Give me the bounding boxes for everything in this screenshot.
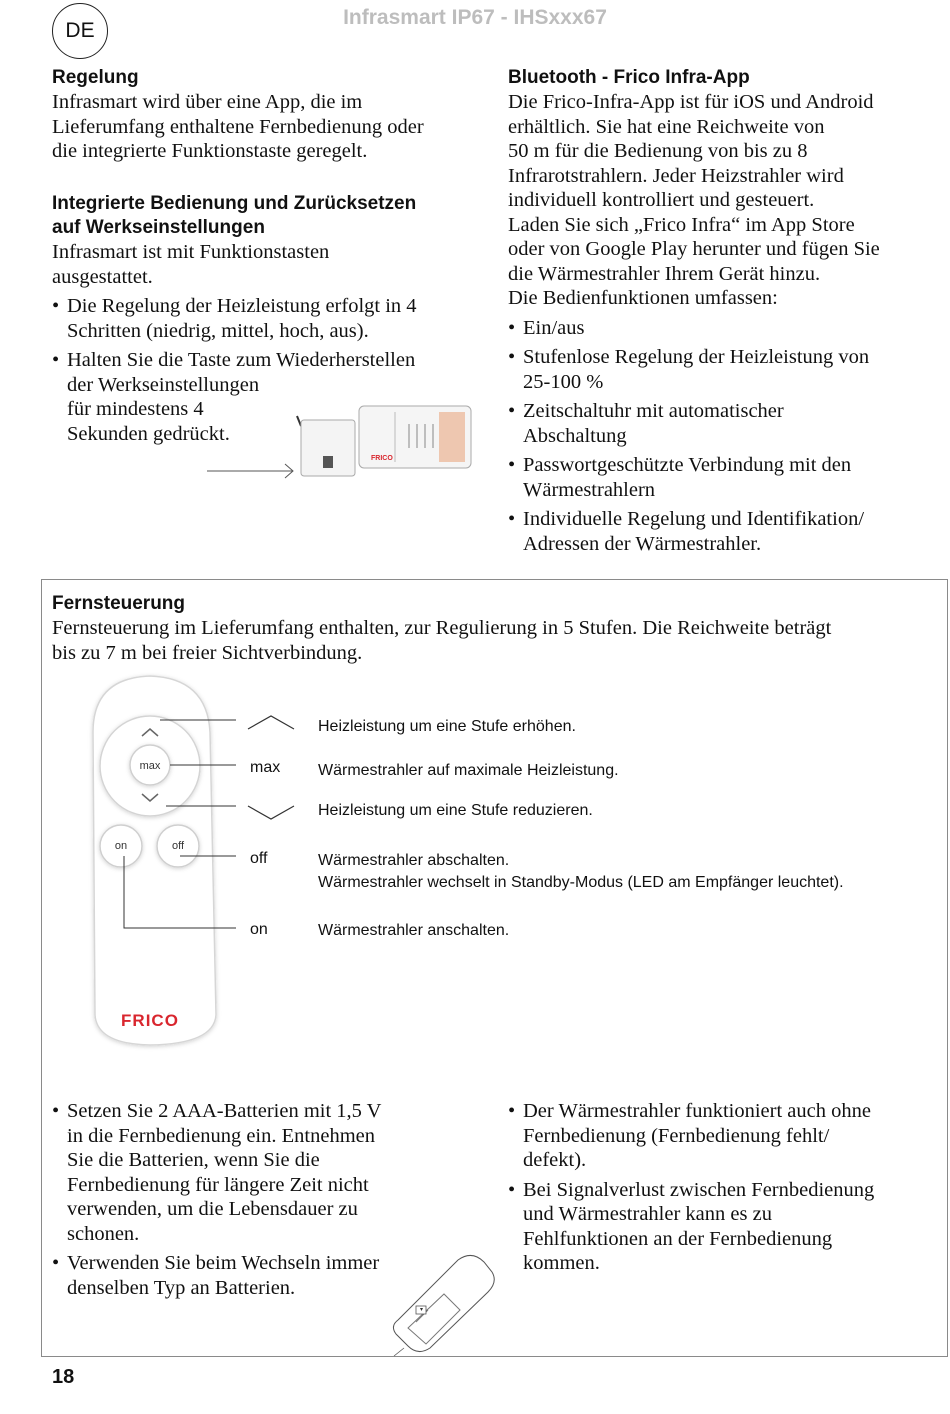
callout-off: Wärmestrahler abschalten. bbox=[318, 852, 510, 869]
bullet-heat-steps bbox=[52, 294, 492, 343]
callout-max: Wärmestrahler auf maximale Heizleistung. bbox=[318, 762, 619, 779]
language-badge: DE bbox=[52, 3, 108, 59]
operation-note-line: • Bei Signalverlust zwischen Fernbedienung bbox=[523, 1178, 875, 1201]
bluetooth-line: Laden Sie sich „Frico Infra“ im App Store bbox=[508, 213, 855, 236]
remote-intro-line: bis zu 7 m bei freier Sichtverbindung. bbox=[52, 641, 363, 664]
header-title: Infrasmart IP67 - IHSxxx67 bbox=[343, 6, 607, 29]
bluetooth-line: 50 m für die Bedienung von bis zu 8 bbox=[508, 140, 808, 162]
feature-line: • Ein/aus bbox=[523, 316, 585, 339]
remote-off-label: off bbox=[171, 840, 185, 852]
bluetooth-line: individuell kontrolliert und gesteuert. bbox=[508, 189, 815, 211]
callout-off-standby: Wärmestrahler wechselt in Standby-Modus (LED am Empfänger leuchtet). bbox=[318, 874, 844, 891]
remote-intro-line: Fernsteuerung im Lieferumfang enthalten, zur Regulierung in 5 Stufen. Die Reichweite beträgt bbox=[52, 617, 832, 639]
remote-title: Fernsteuerung bbox=[52, 593, 186, 614]
increase-chevron-icon bbox=[248, 716, 294, 729]
feature-line: 25-100 % bbox=[523, 370, 604, 393]
integrated-intro-line: ausgestattet. bbox=[52, 265, 153, 288]
regelung-line: Infrasmart wird über eine App, die im bbox=[52, 91, 363, 113]
operation-note-line: • Der Wärmestrahler funktioniert auch ohne bbox=[523, 1100, 871, 1122]
operation-note-line: Fernbedienung (Fernbedienung fehlt/ bbox=[523, 1124, 830, 1147]
key-label-on: on bbox=[250, 921, 268, 938]
operation-note bbox=[508, 1178, 938, 1276]
feature-line: • Individuelle Regelung und Identifikation/ bbox=[523, 508, 865, 530]
feature-item bbox=[508, 316, 938, 341]
integrated-intro-line: Infrasmart ist mit Funktionstasten bbox=[52, 241, 330, 263]
feature-line: • Zeitschaltuhr mit automatischer bbox=[523, 400, 784, 422]
feature-item bbox=[508, 399, 938, 448]
bullet-line: Sekunden gedrückt. bbox=[67, 422, 230, 445]
remote-max-label: max bbox=[139, 760, 161, 772]
bullet-line: Schritten (niedrig, mittel, hoch, aus). bbox=[67, 319, 369, 342]
operation-notes bbox=[508, 1099, 938, 1276]
feature-line: Adressen der Wärmestrahler. bbox=[523, 532, 762, 555]
regelung-line: die integrierte Funktionstaste geregelt. bbox=[52, 140, 368, 162]
callout-on: Wärmestrahler anschalten. bbox=[318, 922, 510, 939]
left-column bbox=[52, 66, 492, 164]
operation-note bbox=[508, 1099, 938, 1173]
key-label-off: off bbox=[250, 850, 268, 867]
bullet-line: für mindestens 4 bbox=[67, 398, 204, 420]
bluetooth-line: oder von Google Play herunter und fügen Sie bbox=[508, 238, 880, 260]
callout-up: Heizleistung um eine Stufe erhöhen. bbox=[318, 718, 576, 735]
remote-brand-logo: FRICO bbox=[121, 1011, 179, 1030]
bluetooth-line: die Wärmestrahler Ihrem Gerät hinzu. bbox=[508, 262, 821, 285]
operation-note-line: und Wärmestrahler kann es zu bbox=[523, 1203, 772, 1225]
feature-item bbox=[508, 507, 938, 556]
heater-illustration bbox=[205, 398, 495, 488]
remote-intro bbox=[52, 592, 942, 665]
regelung-title: Regelung bbox=[52, 67, 139, 88]
feature-line: • Stufenlose Regelung der Heizleistung von bbox=[523, 346, 870, 368]
battery-compartment-illustration bbox=[380, 1248, 520, 1358]
battery-note-line: schonen. bbox=[67, 1222, 140, 1245]
battery-note-line: • Verwenden Sie beim Wechseln immer bbox=[67, 1252, 380, 1274]
feature-line: Wärmestrahlern bbox=[523, 478, 656, 501]
feature-line: • Passwortgeschützte Verbindung mit den bbox=[523, 454, 852, 476]
operation-note-line: Fehlfunktionen an der Fernbedienung bbox=[523, 1227, 833, 1250]
decrease-chevron-icon bbox=[248, 806, 294, 819]
heater-brand-logo: FRICO bbox=[371, 455, 393, 462]
bullet-line: der Werkseinstellungen bbox=[67, 373, 260, 396]
feature-item bbox=[508, 453, 938, 502]
bluetooth-line: Die Bedienfunktionen umfassen: bbox=[508, 287, 778, 309]
integrated-title-line: Integrierte Bedienung und Zurücksetzen bbox=[52, 193, 417, 214]
regelung-line: Lieferumfang enthaltene Fernbedienung oder bbox=[52, 115, 424, 138]
battery-note-line: Fernbedienung für längere Zeit nicht bbox=[67, 1173, 369, 1196]
feature-line: Abschaltung bbox=[523, 424, 627, 447]
operation-note-line: defekt). bbox=[523, 1149, 587, 1171]
battery-note-line: Sie die Batterien, wenn Sie die bbox=[67, 1149, 320, 1171]
operation-note-line: kommen. bbox=[523, 1252, 600, 1274]
page-number: 18 bbox=[52, 1366, 75, 1388]
integrated-title-line: auf Werkseinstellungen bbox=[52, 217, 265, 238]
right-column bbox=[508, 66, 938, 556]
battery-note-line: denselben Typ an Batterien. bbox=[67, 1276, 296, 1299]
bullet-line: • Die Regelung der Heizleistung erfolgt in 4 bbox=[67, 295, 417, 317]
feature-item bbox=[508, 345, 938, 394]
bullet-line: • Halten Sie die Taste zum Wiederherstellen bbox=[67, 349, 416, 371]
battery-note-line: • Setzen Sie 2 AAA-Batterien mit 1,5 V bbox=[67, 1100, 382, 1122]
battery-note-line: verwenden, um die Lebensdauer zu bbox=[67, 1198, 358, 1220]
key-label-max: max bbox=[250, 759, 281, 776]
battery-note-line: in die Fernbedienung ein. Entnehmen bbox=[67, 1124, 375, 1147]
bluetooth-line: Infrarotstrahlern. Jeder Heizstrahler wird bbox=[508, 164, 844, 187]
bluetooth-line: Die Frico-Infra-App ist für iOS und Android bbox=[508, 91, 874, 113]
bluetooth-title: Bluetooth - Frico Infra-App bbox=[508, 67, 750, 88]
bluetooth-line: erhältlich. Sie hat eine Reichweite von bbox=[508, 115, 825, 138]
callout-down: Heizleistung um eine Stufe reduzieren. bbox=[318, 802, 593, 819]
remote-on-label: on bbox=[114, 840, 128, 852]
battery-note bbox=[52, 1099, 442, 1246]
